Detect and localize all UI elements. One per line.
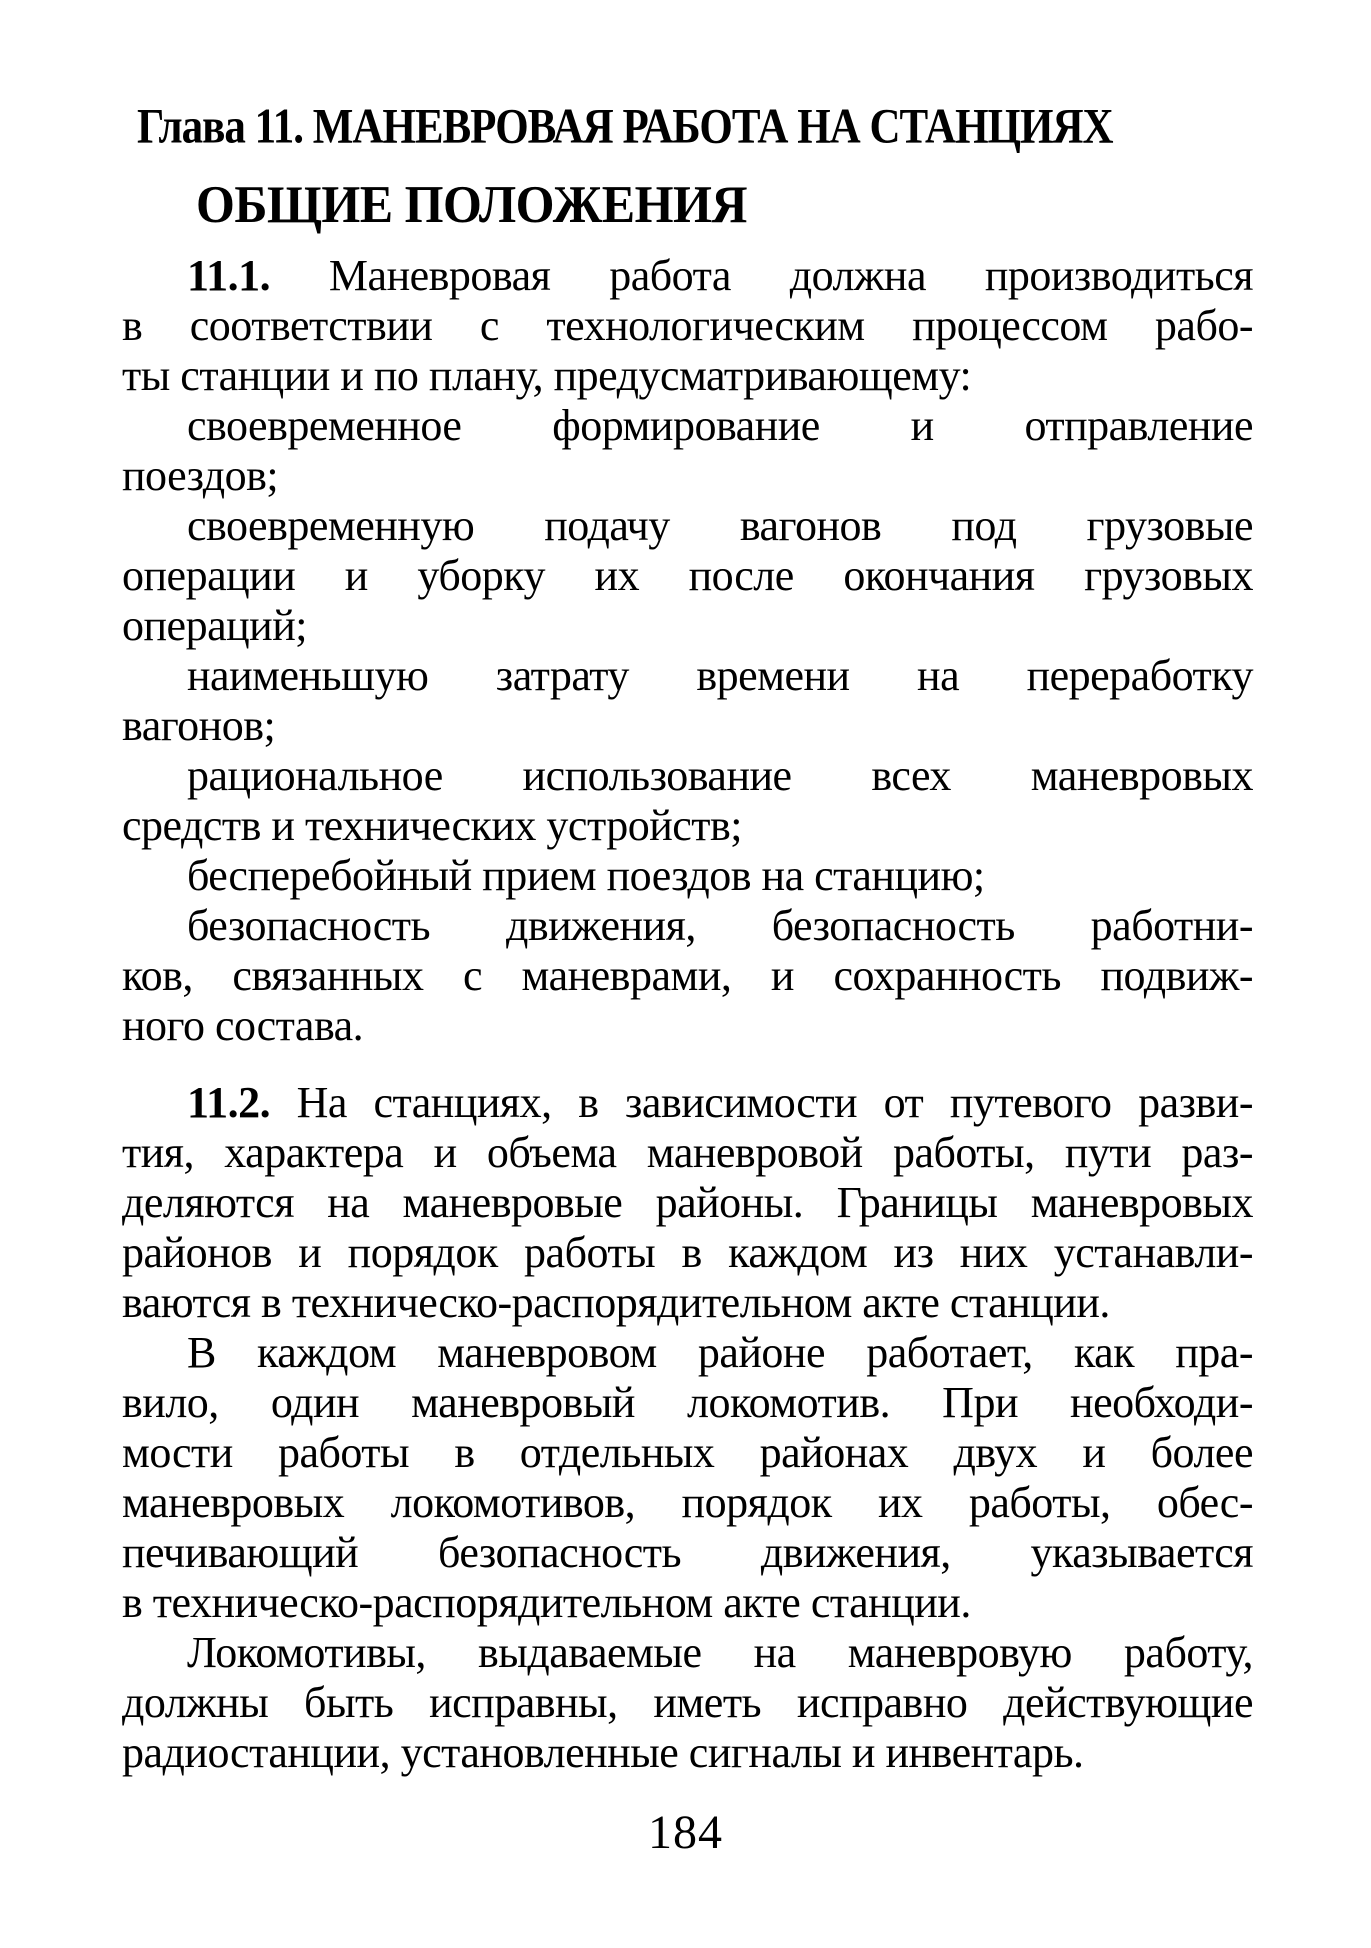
paragraph — [122, 851, 1253, 901]
text-line: операций; — [122, 601, 307, 650]
text-line: 11.2. На станциях, в зависимости от путевого разви- — [187, 1078, 1253, 1127]
text-line: безопасность движения, безопасность работни- — [187, 901, 1253, 950]
text-line: своевременное формирование и отправление — [187, 401, 1253, 450]
text-line: ты станции и по плану, предусматривающему: — [122, 351, 972, 400]
paragraph — [122, 1078, 1253, 1328]
text-line: бесперебойный прием поездов на станцию; — [187, 851, 985, 900]
text-line: рациональное использование всех маневровых — [187, 751, 1253, 800]
text-line: вило, один маневровый локомотив. При необходи- — [122, 1378, 1253, 1427]
text-line: мости работы в отдельных районах двух и более — [122, 1428, 1253, 1477]
text-line: ного состава. — [122, 1001, 364, 1050]
text-line: печивающий безопасность движения, указывается — [122, 1528, 1253, 1577]
body-text — [122, 251, 1253, 1778]
text-line: наименьшую затрату времени на переработку — [187, 651, 1253, 700]
text-line: маневровых локомотивов, порядок их работы, обес- — [122, 1478, 1253, 1527]
text-line: районов и порядок работы в каждом из них устанавли- — [122, 1228, 1253, 1277]
text-line: должны быть исправны, иметь исправно действующие — [122, 1678, 1253, 1727]
paragraph — [122, 1628, 1253, 1778]
paragraph — [122, 901, 1253, 1051]
section-title: ОБЩИЕ ПОЛОЖЕНИЯ — [196, 174, 747, 234]
text-line: операции и уборку их после окончания грузовых — [122, 551, 1253, 600]
paragraph-number: 11.1. — [187, 251, 271, 300]
text-line: ваются в техническо-распорядительном акте станции. — [122, 1278, 1110, 1327]
text-line: ков, связанных с маневрами, и сохранность подвиж- — [122, 951, 1253, 1000]
text-line: в техническо-распорядительном акте станции. — [122, 1578, 971, 1627]
text-line: средств и технических устройств; — [122, 801, 743, 850]
chapter-title: Глава 11. МАНЕВРОВАЯ РАБОТА НА СТАНЦИЯХ — [137, 99, 1113, 155]
paragraph — [122, 751, 1253, 851]
text-line: поездов; — [122, 451, 279, 500]
paragraph-number: 11.2. — [187, 1078, 271, 1127]
text-line: вагонов; — [122, 701, 276, 750]
text-line: Локомотивы, выдаваемые на маневровую работу, — [187, 1628, 1253, 1677]
paragraph — [122, 1328, 1253, 1628]
text-line: радиостанции, установленные сигналы и инвентарь. — [122, 1728, 1084, 1777]
paragraph — [122, 501, 1253, 651]
paragraph — [122, 401, 1253, 501]
paragraph — [122, 651, 1253, 751]
text-line: тия, характера и объема маневровой работы, пути раз- — [122, 1128, 1253, 1177]
text-line: своевременную подачу вагонов под грузовые — [187, 501, 1253, 550]
text-line: В каждом маневровом районе работает, как пра- — [187, 1328, 1253, 1377]
text-line: 11.1. Маневровая работа должна производиться — [187, 251, 1253, 300]
text-line: в соответствии с технологическим процессом рабо- — [122, 301, 1253, 350]
paragraph — [122, 251, 1253, 401]
text-line: деляются на маневровые районы. Границы маневровых — [122, 1178, 1253, 1227]
page-number: 184 — [648, 1806, 723, 1859]
